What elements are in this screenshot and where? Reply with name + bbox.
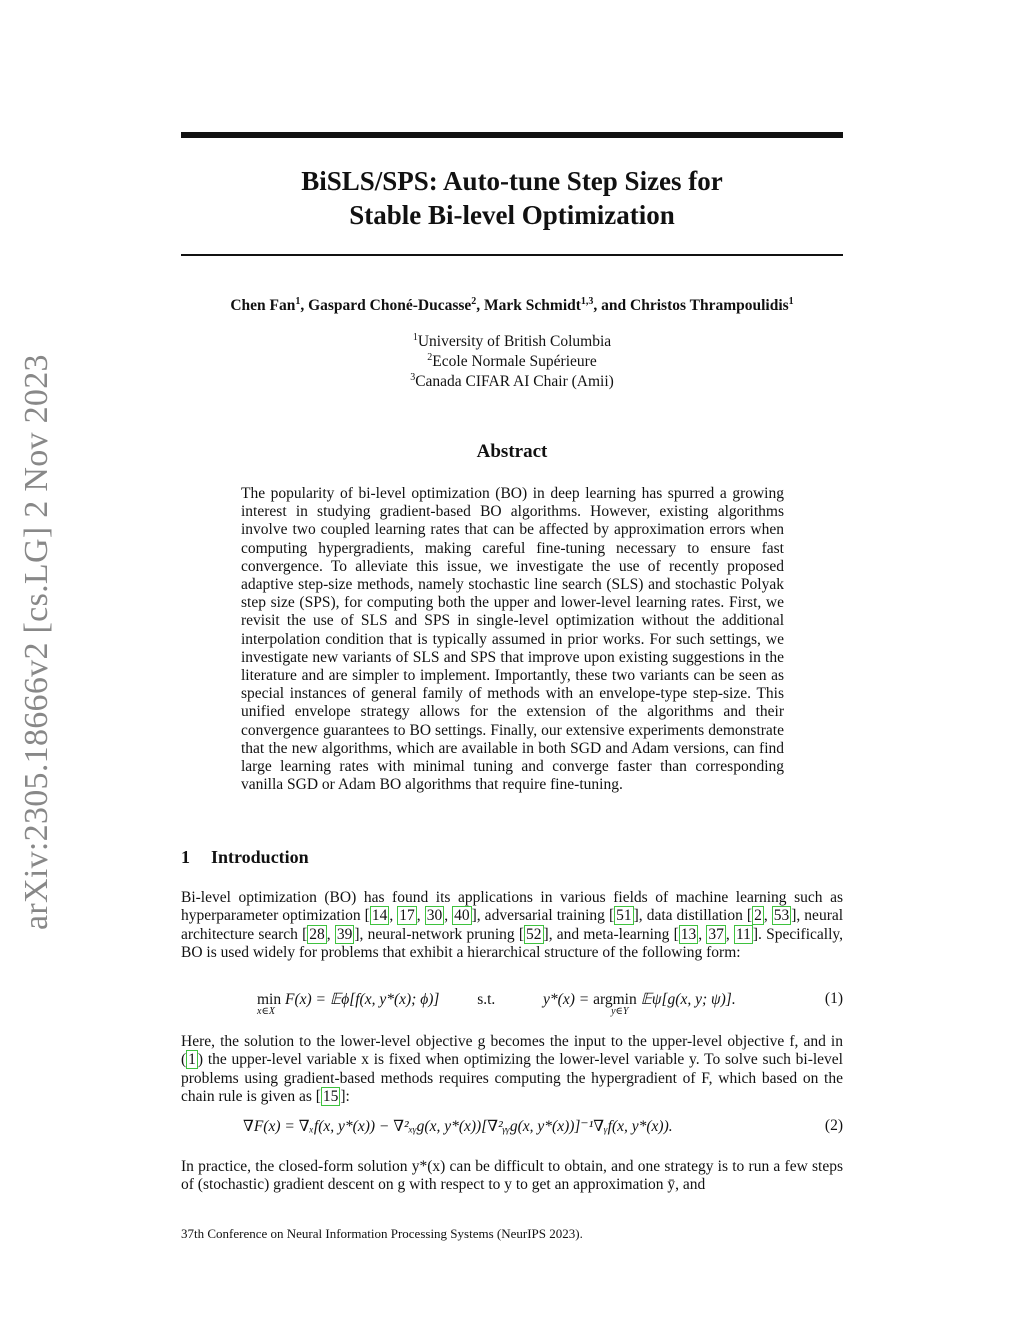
author-affil-mark: 1: [295, 295, 301, 307]
hypergradient-expression: ∇F(x) = ∇ₓf(x, y*(x)) − ∇²ₓᵧg(x, y*(x))[∇²ᵧᵧg(x, y*(x))]⁻¹∇ᵧf(x, y*(x)).: [243, 1118, 673, 1135]
citation-link[interactable]: 28: [309, 925, 325, 943]
intro-paragraph-2: [181, 1033, 843, 1106]
conference-footnote: 37th Conference on Neural Information Processing Systems (NeurIPS 2023).: [181, 1226, 583, 1241]
affil-name: Canada CIFAR AI Chair (Amii): [415, 373, 614, 390]
citation-link[interactable]: 14: [371, 907, 388, 925]
citation-link[interactable]: 15: [322, 1087, 339, 1105]
equation-number: (2): [824, 1117, 843, 1134]
upper-objective: F(x) = 𝔼ϕ[f(x, y*(x); ϕ)]: [285, 991, 440, 1008]
citation-link[interactable]: 40: [454, 907, 470, 925]
title-top-rule: [181, 132, 843, 138]
text-run: ) the upper-level variable x is fixed when optimizing the lower-level variable y. To solve such bi-level problems using gradient-based methods requires computing the hypergradient of F, which based on the chain rule is given as [: [181, 1051, 843, 1105]
text-run: ], adversarial training [: [471, 907, 615, 925]
affiliation: [181, 332, 843, 352]
author-name: Gaspard Choné-Ducasse: [308, 297, 472, 314]
author-affil-mark: 1: [788, 295, 794, 307]
citation-link[interactable]: 30: [426, 907, 443, 925]
title-bottom-rule: [181, 254, 843, 256]
title-line-1: BiSLS/SPS: Auto-tune Step Sizes for: [301, 166, 723, 196]
equation-2: [181, 1117, 843, 1139]
author-name: and Christos Thrampoulidis: [601, 297, 789, 314]
citation-link[interactable]: 53: [773, 907, 790, 925]
affil-mark: 1: [412, 331, 418, 343]
citation-link[interactable]: 11: [735, 925, 751, 943]
author-list: Chen Fan$^1$, Gaspard Choné-Ducasse$^2$, Mark Schmidt$^{1,3}$, and Christos Thrampoulidis$^1$: [230, 295, 794, 314]
section-number: 1: [181, 847, 190, 867]
intro-paragraph-1: Bi-level optimization (BO) has found its applications in various fields of machine learning such as hyperparameter optimization [ 14 , 17 , 30 , 40 ], adversarial training [ 51 ], data distillation [ 2 , 53 ], neural architecture search [ 28 , 39 ], neural-network pruning [ 52 ], and meta-learning [ 13 , 37 , 11 ]. Specifically, BO is used widely for problems that exhibit a hierarchical structure of the following form:: [181, 889, 844, 961]
citation-link[interactable]: 51: [616, 907, 632, 925]
affiliation: [181, 352, 843, 372]
author-name: Chen Fan: [230, 297, 296, 314]
min-operator: [257, 991, 282, 1017]
text-run: ]:: [340, 1087, 350, 1105]
citation-link[interactable]: 17: [399, 907, 415, 925]
argmin-operator: [593, 991, 637, 1017]
equation-1: [181, 990, 843, 1020]
equation-number: (1): [824, 990, 843, 1007]
equation-1-body: [257, 990, 736, 1017]
abstract-text: The popularity of bi-level optimization (BO) in deep learning has spurred a growing interest in studying gradient-based BO algorithms. However, existing algorithms involve two coupled learning rates that can be affected by approximation errors when computing hypergradients, making careful fine-tuning necessary to ensure fast convergence. To alleviate this issue, we investigate the use of recently proposed adaptive step-size methods, namely stochastic line search (SLS) and stochastic Polyak step size (SPS), for computing both the upper and lower-level learning rates. First, we revisit the use of SLS and SPS in single-level optimization without the additional interpolation condition that is typically assumed in prior works. For such settings, we investigate new variants of SLS and SPS that improve upon existing suggestions in the literature and are simpler to implement. Importantly, these two variants can be seen as special instances of general family of methods with an envelope-type step-size. This unified envelope strategy allows for the extension of the algorithms and their convergence guarantees to BO settings. Finally, our extensive experiments demonstrate that the new algorithms, which are available in both SGD and Adam versions, can find large learning rates with minimal tuning and converge faster than corresponding vanilla SGD or Adam BO algorithms that require fine-tuning.: [241, 485, 784, 794]
paper-title: [181, 164, 843, 232]
affil-name: University of British Columbia: [417, 333, 612, 350]
arxiv-stamp: arXiv:2305.18666v2 [cs.LG] 2 Nov 2023: [18, 354, 55, 930]
argmin-op-text: argmin: [593, 991, 637, 1008]
equation-ref-link[interactable]: 1: [188, 1051, 196, 1069]
text-run: ], neural architecture search [: [181, 907, 844, 943]
affil-mark: 3: [410, 371, 416, 383]
affiliations: [181, 332, 843, 392]
text-run: ], and meta-learning [: [543, 925, 679, 943]
text-run: ], neural-network pruning [: [354, 925, 525, 943]
citation-link[interactable]: 39: [336, 925, 353, 943]
affil-mark: 2: [427, 351, 433, 363]
subject-to: s.t.: [477, 991, 496, 1008]
citation-link[interactable]: 13: [680, 925, 697, 943]
section-title: Introduction: [211, 847, 309, 867]
author-name: Mark Schmidt: [484, 297, 581, 314]
text-run: Bi-level optimization (BO) has found its applications in various fields of machine learning such as hyperparameter optimization [: [181, 889, 843, 925]
text-run: Here, the solution to the lower-level objective g becomes the input to the upper-level objective f, and in (: [181, 1033, 843, 1069]
title-line-2: Stable Bi-level Optimization: [349, 200, 675, 230]
min-subscript: x∈X: [257, 1006, 275, 1017]
author-affil-mark: 2: [471, 295, 477, 307]
citation-link[interactable]: 52: [526, 925, 542, 943]
affil-name: Ecole Normale Supérieure: [432, 353, 597, 370]
min-op-text: min: [257, 991, 282, 1008]
intro-paragraph-3: In practice, the closed-form solution y*(x) can be difficult to obtain, and one strategy is to run a few steps of (stochastic) gradient descent on g with respect to y to get an approximation ȳ, and: [181, 1158, 843, 1194]
citation-link[interactable]: 37: [708, 925, 724, 943]
lower-solution: y*(x) =: [543, 991, 590, 1008]
argmin-subscript: y∈Y: [611, 1006, 629, 1017]
citation-link[interactable]: 2: [754, 907, 762, 925]
affiliation: [181, 372, 843, 392]
section-heading: [181, 847, 309, 868]
abstract-heading: Abstract: [476, 441, 548, 462]
text-run: ]. Specifically, BO is used widely for problems that exhibit a hierarchical structure of the following form:: [181, 925, 844, 961]
author-affil-mark: 1,3: [580, 295, 594, 307]
text-run: ], data distillation [: [633, 907, 753, 925]
lower-objective: 𝔼ψ[g(x, y; ψ)].: [640, 991, 736, 1008]
